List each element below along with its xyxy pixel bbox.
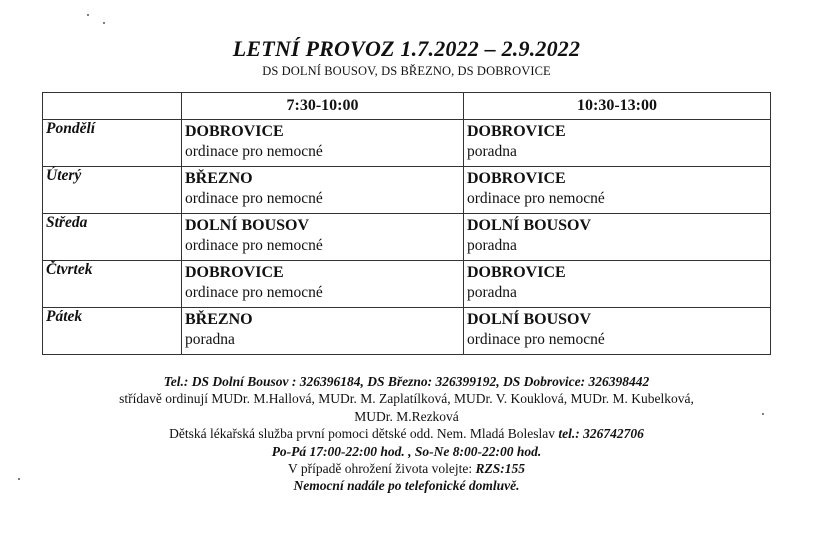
emergency-phone: tel.: 326742706 <box>558 426 644 442</box>
morning-cell <box>182 120 464 167</box>
day-label: Pátek <box>43 308 182 355</box>
header-morning-slot: 7:30-10:00 <box>182 93 464 120</box>
morning-place: BŘEZNO <box>185 170 253 187</box>
doctors-line: střídavě ordinují MUDr. M.Hallová, MUDr. M. Zaplatílková, MUDr. V. Kouklová, MUDr. M. Kubelková, <box>119 391 694 407</box>
phone-consultation-note: Nemocní nadále po telefonické domluvě. <box>293 478 520 494</box>
morning-place: BŘEZNO <box>185 311 253 328</box>
morning-place: DOBROVICE <box>185 123 284 140</box>
header-noon-slot: 10:30-13:00 <box>464 93 771 120</box>
emergency-service-text: Dětská lékařská služba první pomoci dětské odd. Nem. Mladá Boleslav <box>169 426 555 442</box>
morning-type: ordinace pro nemocné <box>185 190 323 207</box>
noon-cell <box>464 120 771 167</box>
noon-place: DOLNÍ BOUSOV <box>467 217 592 234</box>
phone-numbers: Tel.: DS Dolní Bousov : 326396184, DS Březno: 326399192, DS Dobrovice: 326398442 <box>163 374 650 389</box>
morning-type: poradna <box>185 331 235 348</box>
morning-cell <box>182 308 464 355</box>
morning-cell <box>182 261 464 308</box>
rzs-line <box>0 460 813 477</box>
emergency-hours: Po-Pá 17:00-22:00 hod. , So-Ne 8:00-22:00 hod. <box>271 443 542 459</box>
schedule-table <box>42 92 771 355</box>
table-header-row <box>43 93 771 120</box>
morning-type: ordinace pro nemocné <box>185 143 323 160</box>
noon-type: ordinace pro nemocné <box>467 331 605 348</box>
table-row <box>43 308 771 355</box>
morning-type: ordinace pro nemocné <box>185 284 323 301</box>
noon-cell <box>464 308 771 355</box>
emergency-service-line <box>0 425 813 442</box>
noon-place: DOBROVICE <box>467 123 566 140</box>
table-row <box>43 214 771 261</box>
noon-type: poradna <box>467 237 517 254</box>
day-label: Středa <box>43 214 182 261</box>
morning-type: ordinace pro nemocné <box>185 237 323 254</box>
morning-cell <box>182 167 464 214</box>
noon-place: DOLNÍ BOUSOV <box>467 311 592 328</box>
rzs-text: V případě ohrožení života volejte: <box>287 461 473 477</box>
day-label: Pondělí <box>43 120 182 167</box>
noon-cell <box>464 214 771 261</box>
morning-cell <box>182 214 464 261</box>
morning-place: DOBROVICE <box>185 264 284 281</box>
scan-speck <box>103 22 105 24</box>
scan-speck <box>87 14 89 16</box>
header-day-cell <box>43 93 182 120</box>
noon-cell <box>464 167 771 214</box>
noon-place: DOBROVICE <box>467 264 566 281</box>
doctors-line-continued: MUDr. M.Rezková <box>354 408 459 424</box>
noon-type: poradna <box>467 284 517 301</box>
noon-type: ordinace pro nemocné <box>467 190 605 207</box>
noon-cell <box>464 261 771 308</box>
page-subtitle: DS DOLNÍ BOUSOV, DS BŘEZNO, DS DOBROVICE <box>262 64 551 78</box>
day-label: Úterý <box>43 167 182 214</box>
day-label: Čtvrtek <box>43 261 182 308</box>
table-row <box>43 261 771 308</box>
footer-notes <box>0 373 813 495</box>
table-row <box>43 167 771 214</box>
noon-place: DOBROVICE <box>467 170 566 187</box>
rzs-number: RZS:155 <box>475 461 526 477</box>
page-title: LETNÍ PROVOZ 1.7.2022 – 2.9.2022 <box>232 36 581 61</box>
noon-type: poradna <box>467 143 517 160</box>
table-row <box>43 120 771 167</box>
morning-place: DOLNÍ BOUSOV <box>185 217 310 234</box>
